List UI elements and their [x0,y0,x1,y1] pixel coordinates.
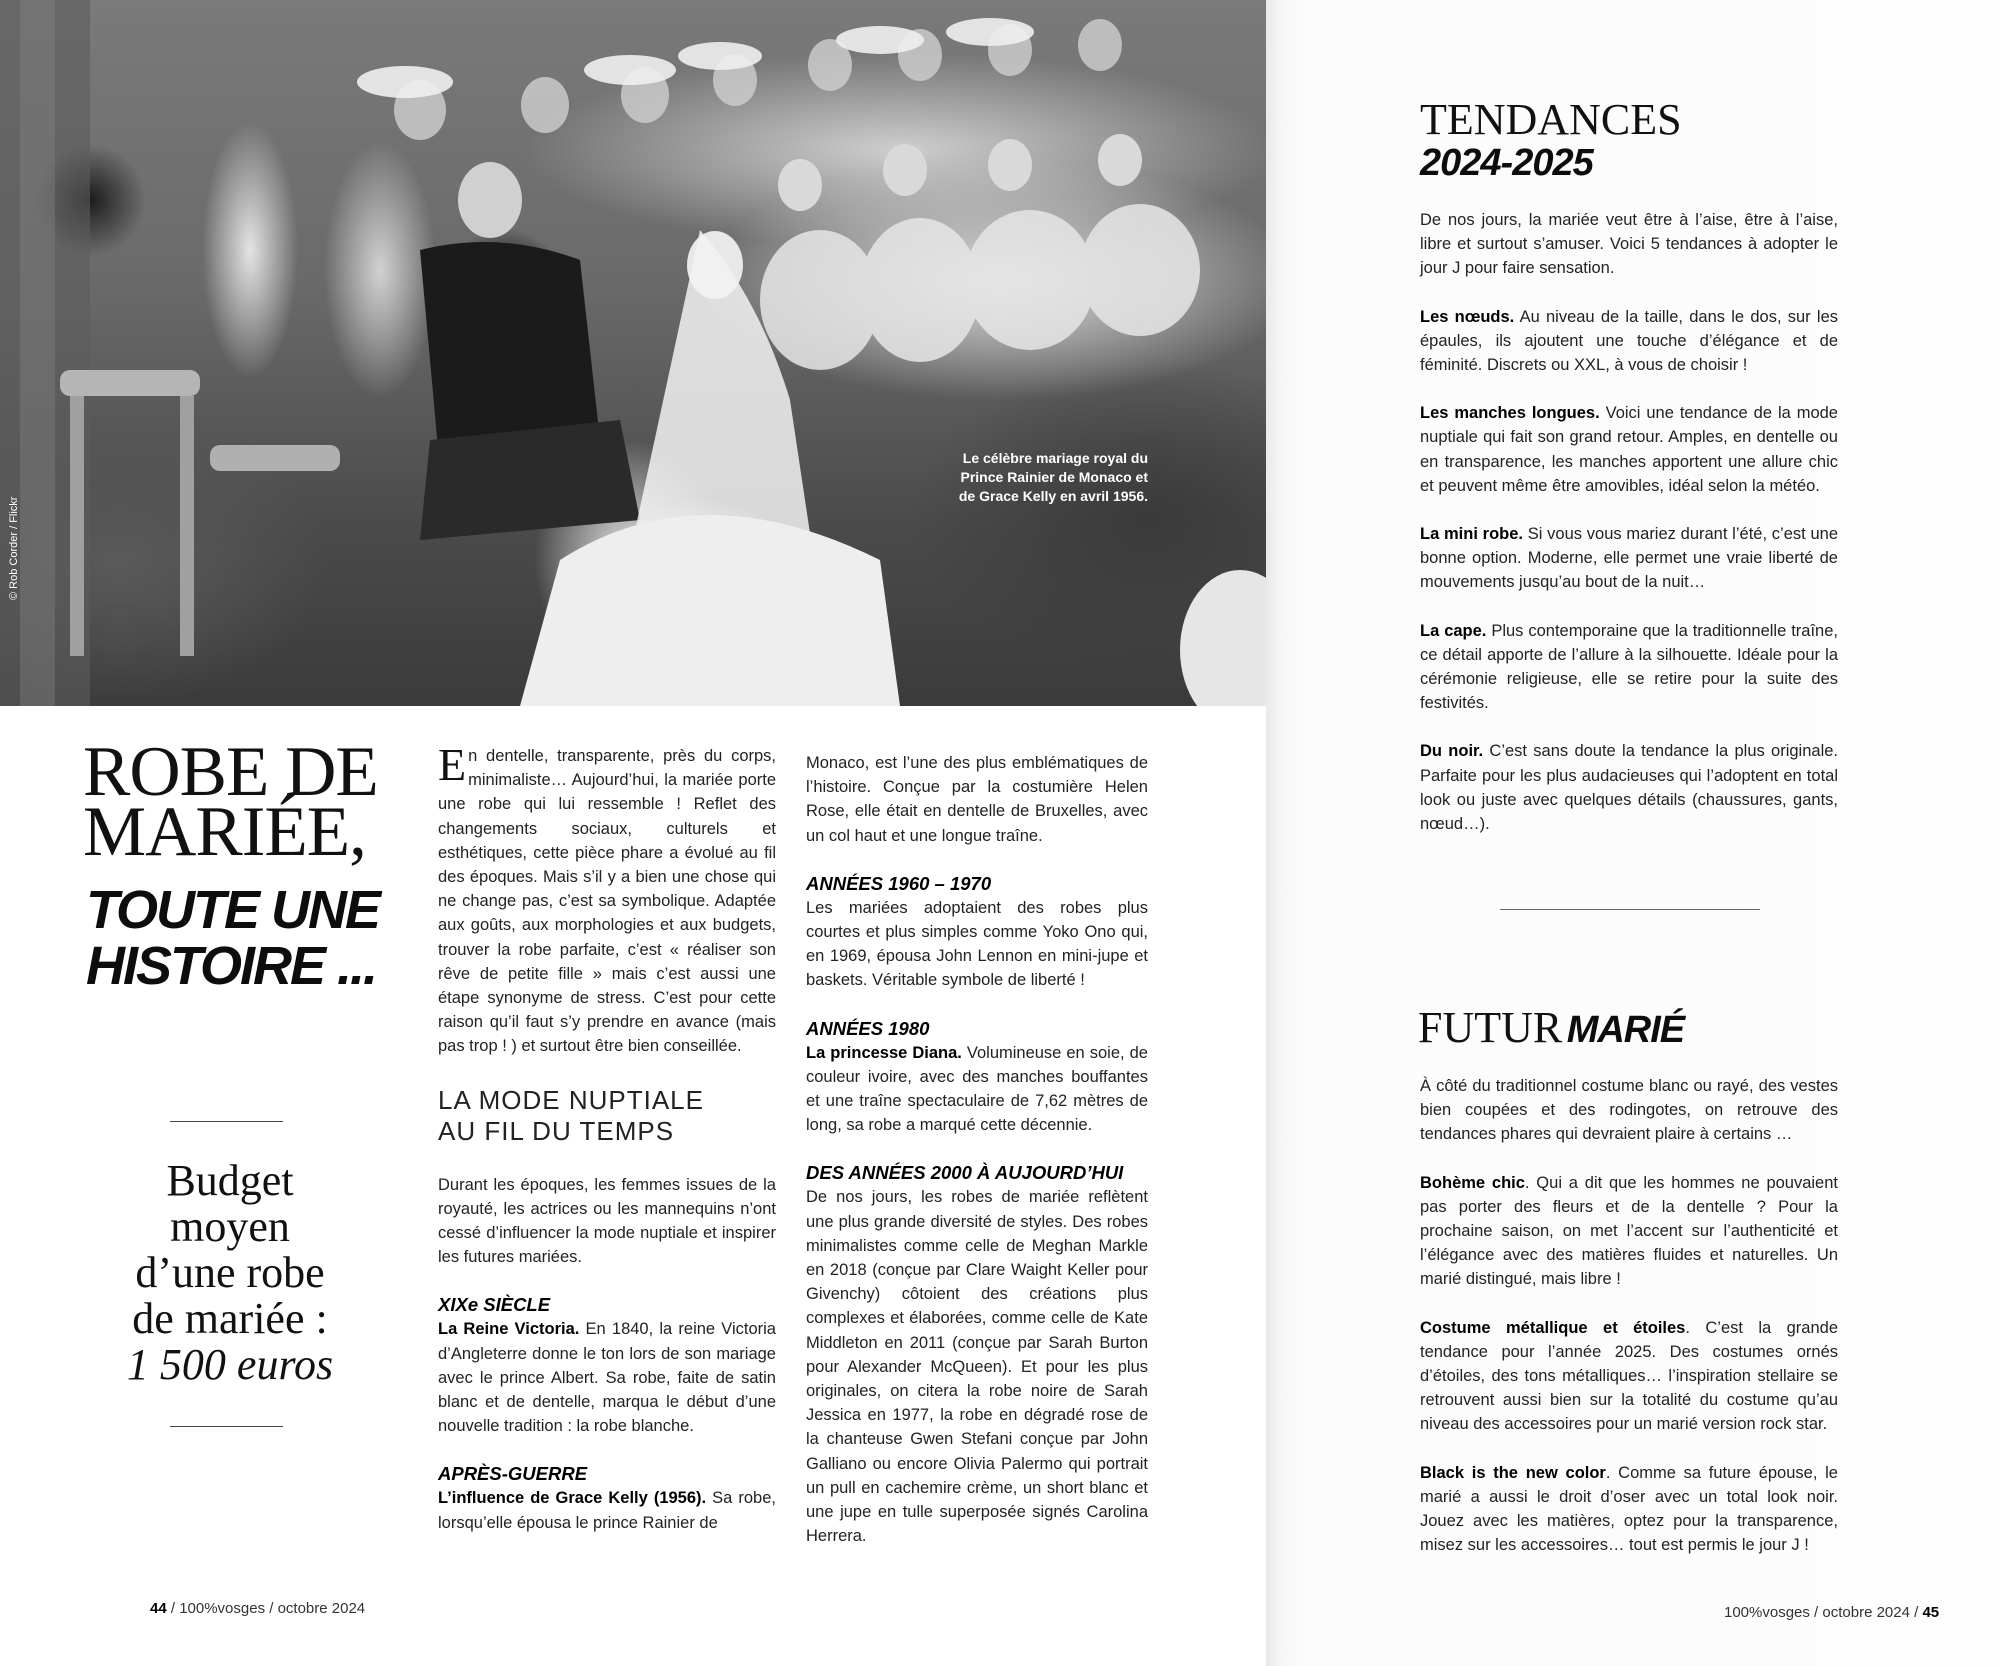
era-text-1960s: Les mariées adoptaient des robes plus courtes et plus simples comme Yoko Ono qui, en 1969, épousa John Lennon en mini-jupe et baskets. Véritable symbole de liberté ! [806,898,1148,990]
groom-item-metallique: Costume métallique et étoiles. C’est la grande tendance pour l’année 2025. Des costumes ornés d’étoiles, des tons métalliques… l’inspiration stellaire se retrouvent aussi bien sur la totalité du costume qu’au niveau des accessoires pour un marié version rock star. [1420,1318,1838,1434]
article-title [83,733,413,871]
tendances-column [1420,208,1838,836]
trend-item-noeuds: Les nœuds. Au niveau de la taille, dans le dos, sur les épaules, ils ajoutent une touche d’élégance et de féminité. Discrets ou XXL, à vous de choisir ! [1420,307,1838,375]
tendances-title-bold: 2024-2025 [1420,142,1593,184]
wedding-photo [0,0,1266,706]
title-line-1: ROBE DE [83,733,378,811]
footer-left: 44 / 100%vosges / octobre 2024 [150,1600,366,1617]
era-text-1980s: La princesse Diana. Volumineuse en soie, de couleur ivoire, avec des manches bouffantes et une traîne spectaculaire de 7,62 mètres de long, sa robe a marqué cette décennie. [806,1043,1148,1135]
trend-item-mini-robe: La mini robe. Si vous vous mariez durant l’été, c’est une bonne option. Moderne, elle permet une vraie liberté de mouvements jusqu’au bout de la nuit… [1420,525,1838,592]
era-text-2000s: De nos jours, les robes de mariée reflètent une plus grande diversité de styles. Des robes minimalistes comme celle de Meghan Markle en 2018 (conçue par Clare Waight Keller pour Givenchy) côtoient des créations plus complexes et élaborées, comme celle de Kate Middleton en 2011 (conçue par Sarah Burton pour Alexander McQueen). Et pour les plus originales, on citera la robe noire de Sarah Jessica en 1977, la robe en dégradé rose de la chanteuse Gwen Stefani conçue par John Galliano ou encore Olivia Palermo qui portrait un pull en cachemire crème, un short blanc et une jupe en tulle superposée signés Carolina Herrera. [806,1188,1148,1546]
divider-top [170,1121,283,1122]
page-number-left: 44 [150,1600,167,1617]
tendances-intro: De nos jours, la mariée veut être à l’aise, être à l’aise, libre et surtout s’amuser. Voici 5 tendances à adopter le jour J pour faire sensation. [1420,211,1838,278]
groom-item-boheme: Bohème chic. Qui a dit que les hommes ne pouvaient pas porter des fleurs et de la dentelle ? Pour la prochaine saison, on met l’accent sur l’authenticité et l’élégance avec des matières fluides et naturelles. Un marié distingué, mais libre ! [1420,1173,1838,1289]
section-heading: LA MODE NUPTIALE AU FIL DU TEMPS [438,1084,704,1146]
trend-item-manches: Les manches longues. Voici une tendance de la mode nuptiale qui fait son grand retour. Amples, en dentelle ou en transparence, les manches apportent une allure chic et peuvent même être amovibles, idéal selon la météo. [1420,404,1838,495]
section-intro: Durant les époques, les femmes issues de la royauté, les actrices ou les mannequins n’ont cessé d’influencer la mode nuptiale et inspirer les futures mariées. [438,1175,776,1267]
intro-paragraph: En dentelle, transparente, près du corps, minimaliste… Aujourd’hui, la mariée porte une robe qui lui ressemble ! Reflet des changements sociaux, culturels et esthétiques, cette pièce phare a évolué au fil des époques. Mais s’il y a bien une chose qui ne change pas, c’est sa symbolique. Adaptée aux goûts, aux morphologies et aux budgets, trouver la robe parfaite, c’est « réaliser son rêve de petite fille » mais c’est aussi une étape synonyme de stress. C’est pour cette raison qu’il faut s’y prendre en avance (mais pas trop ! ) et surtout être bien conseillée. [438,739,776,1056]
footer-right: 100%vosges / octobre 2024 / 45 [1724,1604,1940,1621]
futur-title-bold: MARIÉ [1566,1009,1685,1051]
divider-bottom [170,1426,283,1427]
article-column-1 [438,739,776,1535]
photo-credit: © Rob Corder / Flickr [8,496,20,600]
trend-item-cape: La cape. Plus contemporaine que la traditionnelle traîne, ce détail apporte de l’allure à la silhouette. Idéale pour la cérémonie religieuse, elle se retire pour la suite des festivités. [1420,621,1838,713]
title-line-2: MARIÉE, [83,793,366,871]
budget-callout [110,1158,350,1388]
era-heading-19th: XIXe SIÈCLE [438,1294,551,1316]
budget-amount: 1 500 euros [126,1340,334,1389]
futur-intro: À côté du traditionnel costume blanc ou rayé, des vestes bien coupées et des rodingotes, on retrouve des tendances phares qui devraient plaire à certains … [1420,1077,1838,1144]
subtitle-line-2: HISTOIRE ... [86,936,377,996]
futur-title [1418,1003,1838,1052]
trend-item-noir: Du noir. C’est sans doute la tendance la plus originale. Parfaite pour les plus audacieuses qui l’adoptent en total look ou juste avec quelques détails (chaussures, gants, nœud…). [1420,742,1838,834]
budget-line-2: moyen [170,1202,290,1251]
article-column-2 [806,751,1148,1548]
budget-line-1: Budget [166,1156,294,1205]
wedding-photo-shapes [0,0,1266,706]
era-heading-postwar: APRÈS-GUERRE [438,1463,588,1485]
futur-column [1420,1074,1838,1557]
subtitle-line-1: TOUTE UNE [86,880,380,940]
drop-cap: E [438,739,467,790]
futur-title-serif: FUTUR [1418,1003,1563,1052]
tendances-title-serif: TENDANCES [1420,95,1682,144]
tendances-title [1420,95,1840,184]
article-subtitle [86,882,416,994]
era-text-19th: La Reine Victoria. En 1840, la reine Victoria d’Angleterre donne le ton lors de son mariage avec le prince Albert. Sa robe, faite de satin blanc et de dentelle, marqua le début d’une nouvelle tradition : la robe blanche. [438,1320,776,1436]
right-divider [1500,909,1760,910]
era-heading-1960s: ANNÉES 1960 – 1970 [806,872,992,894]
photo-caption: Le célèbre mariage royal du Prince Rainier de Monaco et de Grace Kelly en avril 1956. [958,450,1148,504]
groom-item-black: Black is the new color. Comme sa future épouse, le marié a aussi le droit d’oser avec un total look noir. Jouez avec les matières, optez pour la transparence, misez sur les accessoires… tout est permis le jour J ! [1420,1463,1838,1555]
budget-line-4: de mariée : [132,1294,328,1343]
era-text-postwar: L’influence de Grace Kelly (1956). Sa robe, lorsqu’elle épousa le prince Rainier de [438,1489,776,1532]
era-text-postwar-cont: Monaco, est l’une des plus emblématiques de l’histoire. Conçue par la costumière Helen Rose, elle était en dentelle de Bruxelles, avec un col haut et une longue traîne. [806,754,1148,845]
page-number-right: 45 [1922,1604,1940,1621]
budget-line-3: d’une robe [135,1248,325,1297]
era-heading-1980s: ANNÉES 1980 [806,1017,930,1039]
right-page [1266,0,2000,1666]
era-heading-2000s: DES ANNÉES 2000 À AUJOURD’HUI [806,1162,1124,1184]
